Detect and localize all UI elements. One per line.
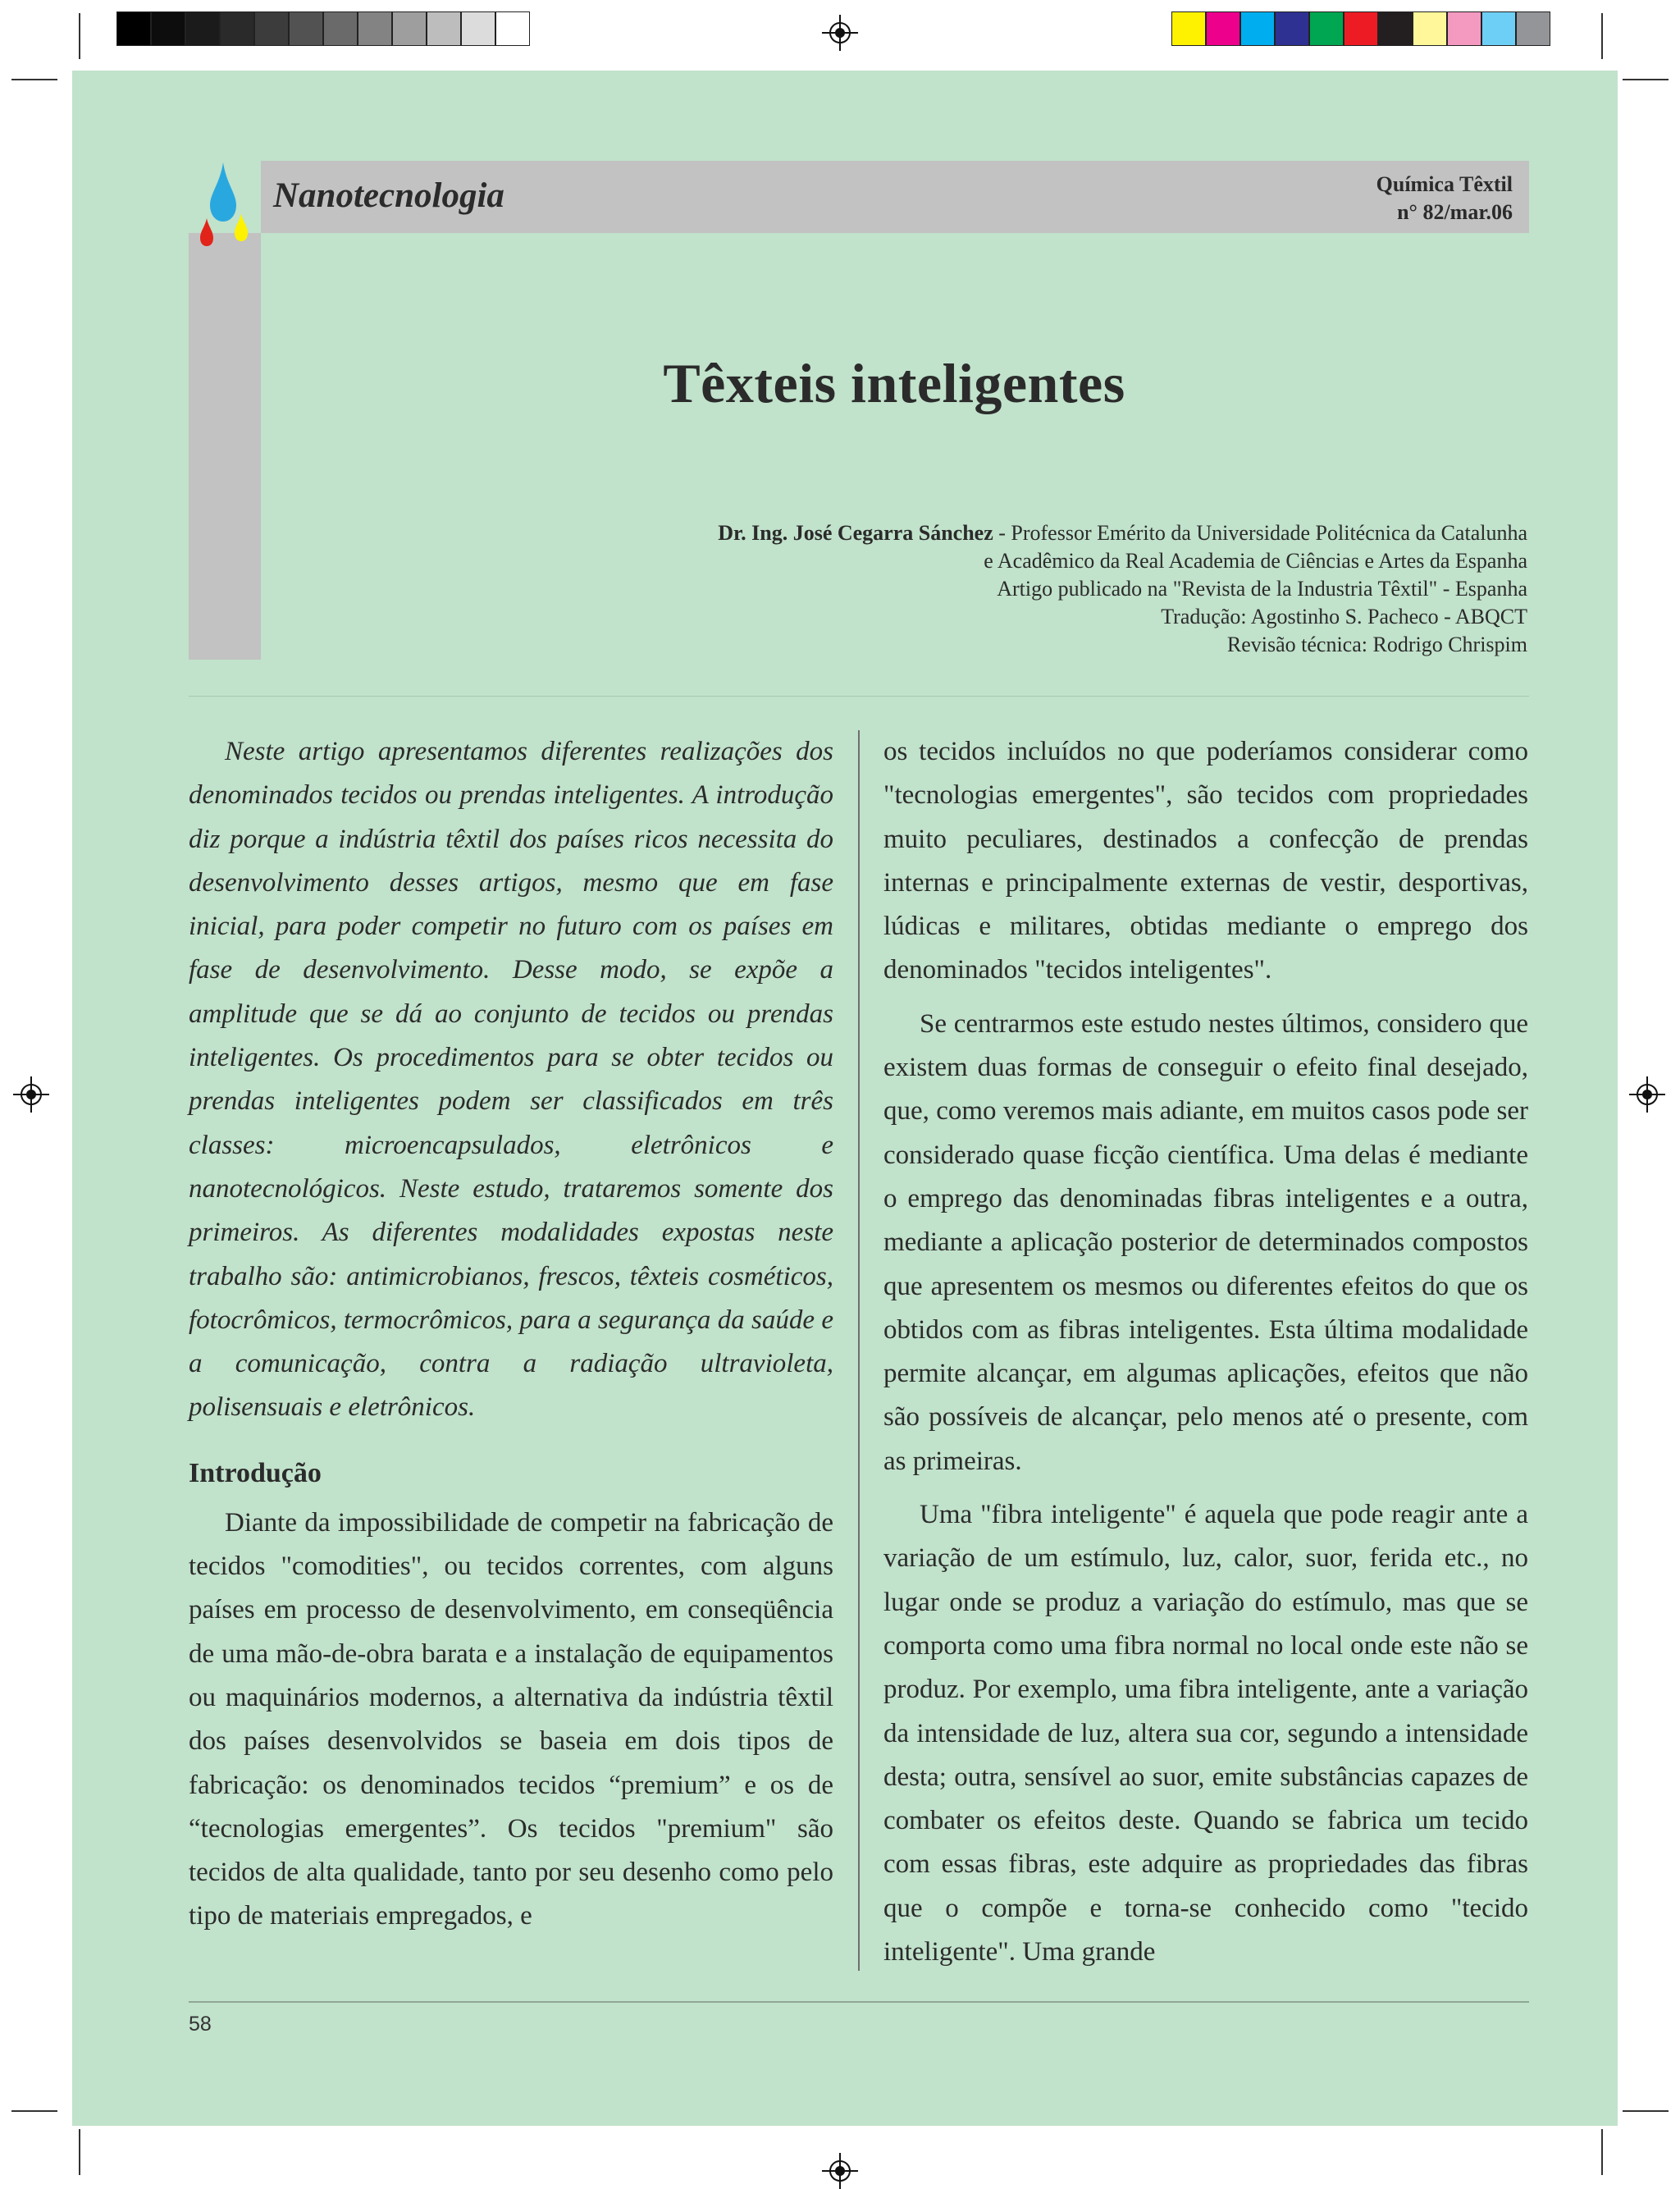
title-divider xyxy=(189,696,1529,697)
magazine-info xyxy=(1185,171,1513,226)
credits-line-2: e Acadêmico da Real Academia de Ciências e Artes da Espanha xyxy=(984,549,1527,573)
side-bar xyxy=(189,233,261,660)
right-column xyxy=(883,730,1528,1974)
magazine-name: Química Têxtil xyxy=(1376,172,1513,196)
author-line xyxy=(461,519,1527,547)
ink-drops-logo xyxy=(199,161,254,256)
registration-mark-icon xyxy=(822,2153,858,2189)
column-divider xyxy=(858,730,860,1971)
page-number: 58 xyxy=(189,2013,212,2036)
grayscale-bar xyxy=(116,11,530,46)
intro-paragraph: Diante da impossibilidade de competir na fabricação de tecidos "comodities", ou tecidos correntes, com alguns países em processo de desenvolvimento, em conseqüência de uma mão-de-obra barata e a instalação de equipamentos ou maquinários modernos, a alternativa da indústria têxtil dos países desenvolvidos se baseia em dois tipos de fabricação: os denominados tecidos “premium” e os de “tecnologias emergentes”. Os tecidos "premium" são tecidos de alta qualidade, tanto por seu desenho como pelo tipo de materiais empregados, e xyxy=(189,1507,833,1931)
section-title: Nanotecnologia xyxy=(273,176,504,215)
credits-line-3: Artigo publicado na "Revista de la Industria Têxtil" - Espanha xyxy=(997,577,1527,601)
translation-credit: Tradução: Agostinho S. Pacheco - ABQCT xyxy=(1161,605,1527,628)
intro-heading: Introdução xyxy=(189,1457,322,1488)
right-paragraph-3: Uma "fibra inteligente" é aquela que pode reagir ante a variação de um estímulo, luz, calor, suor, ferida etc., no lugar onde se produz a variação do estímulo, mas que se comporta como uma fibra normal no local onde este não se produz. Por exemplo, uma fibra inteligente, ante a variação da intensidade de luz, altera sua cor, segundo a intensidade desta; outra, sensível ao suor, emite substâncias capazes de combater os efeitos deste. Quando se fabrica um tecido com essas fibras, este adquire as propriedades das fibras que o compõe e torna-se conhecido como "tecido inteligente". Uma grande xyxy=(883,1500,1528,1967)
author-name: Dr. Ing. José Cegarra Sánchez xyxy=(718,521,993,545)
article-title: Têxteis inteligentes xyxy=(663,352,1125,414)
author-role: - Professor Emérito da Universidade Politécnica da Catalunha xyxy=(993,521,1527,545)
footer-divider xyxy=(189,2001,1529,2003)
left-column xyxy=(189,730,833,1939)
registration-mark-icon xyxy=(13,1076,49,1113)
right-paragraph-2: Se centrarmos este estudo nestes últimos, considero que existem duas formas de conseguir o efeito final desejado, que, como veremos mais adiante, em muitos casos pode ser considerado quase ficção científica. Uma delas é mediante o emprego das denominadas fibras inteligentes e a outra, mediante a aplicação posterior de determinados compostos que apresentem os mesmos ou diferentes efeitos do que os obtidos com as fibras inteligentes. Esta última modalidade permite alcançar, em algumas aplicações, efeitos que não são possíveis de alcançar, pelo menos até o presente, com as primeiras. xyxy=(883,1008,1528,1476)
abstract: Neste artigo apresentamos diferentes realizações dos denominados tecidos ou prendas inteligentes. A introdução diz porque a indústria têxtil dos países ricos necessita do desenvolvimento desses artigos, mesmo que em fase inicial, para poder competir no futuro com os países em fase de desenvolvimento. Desse modo, se expõe a amplitude que se dá ao conjunto de tecidos ou prendas inteligentes. Os procedimentos para se obter tecidos ou prendas inteligentes podem ser classificados em três classes: microencapsulados, eletrônicos e nanotecnológicos. Neste estudo, trataremos somente dos primeiros. As diferentes modalidades expostas neste trabalho são: antimicrobianos, frescos, têxteis cosméticos, fotocrômicos, termocrômicos, para a segurança da saúde e a comunicação, contra a radiação ultravioleta, polisensuais e eletrônicos. xyxy=(189,737,833,1423)
color-bar-swatches xyxy=(1171,11,1550,46)
right-paragraph-1: os tecidos incluídos no que poderíamos considerar como "tecnologias emergentes", são tecidos com propriedades muito peculiares, destinados a confecção de prendas internas e principalmente externas de vestir, desportivas, lúdicas e militares, obtidas mediante o emprego dos denominados "tecidos inteligentes". xyxy=(883,737,1528,985)
article-credits xyxy=(461,519,1527,659)
registration-mark-icon xyxy=(822,15,858,51)
registration-mark-icon xyxy=(1629,1076,1665,1113)
issue-number: n° 82/mar.06 xyxy=(1397,200,1513,224)
review-credit: Revisão técnica: Rodrigo Chrispim xyxy=(1226,633,1527,656)
